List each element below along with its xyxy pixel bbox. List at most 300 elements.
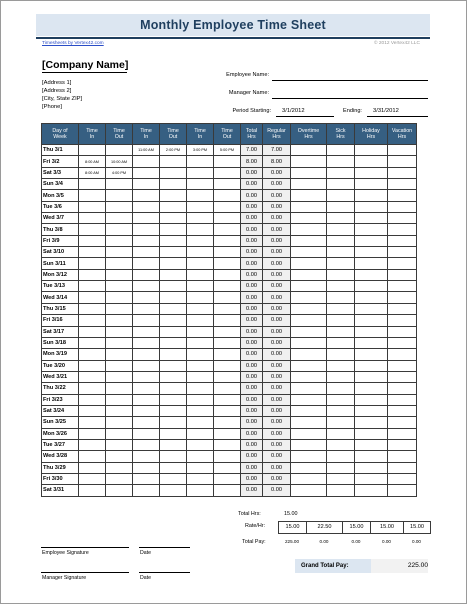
time-in-3-cell[interactable] (187, 371, 214, 382)
time-out-3-cell[interactable] (214, 179, 241, 190)
time-in-3-cell[interactable] (187, 473, 214, 484)
holiday-hrs-cell[interactable] (355, 269, 388, 280)
rate-regular[interactable]: 15.00 (278, 521, 307, 534)
time-in-3-cell[interactable] (187, 167, 214, 178)
holiday-hrs-cell[interactable] (355, 156, 388, 167)
sick-hrs-cell[interactable] (327, 224, 355, 235)
time-in-1-cell[interactable]: 8:00 AM (79, 156, 106, 167)
time-out-3-cell[interactable] (214, 439, 241, 450)
vertex42-link[interactable]: Timesheets by Vertex42.com (42, 41, 104, 46)
time-out-3-cell[interactable] (214, 190, 241, 201)
vacation-hrs-cell[interactable] (388, 485, 417, 496)
time-out-1-cell[interactable] (106, 462, 133, 473)
time-in-2-cell[interactable] (133, 360, 160, 371)
time-out-3-cell[interactable] (214, 473, 241, 484)
holiday-hrs-cell[interactable] (355, 383, 388, 394)
time-out-2-cell[interactable] (160, 190, 187, 201)
holiday-hrs-cell[interactable] (355, 145, 388, 156)
sick-hrs-cell[interactable] (327, 485, 355, 496)
holiday-hrs-cell[interactable] (355, 315, 388, 326)
rate-sick[interactable]: 15.00 (342, 521, 371, 534)
manager-signature-line[interactable] (41, 572, 129, 573)
time-in-2-cell[interactable] (133, 383, 160, 394)
sick-hrs-cell[interactable] (327, 473, 355, 484)
time-in-3-cell[interactable] (187, 439, 214, 450)
time-in-2-cell[interactable] (133, 201, 160, 212)
time-out-1-cell[interactable] (106, 439, 133, 450)
vacation-hrs-cell[interactable] (388, 201, 417, 212)
employee-signature-line[interactable] (41, 547, 129, 548)
time-out-3-cell[interactable] (214, 213, 241, 224)
time-in-1-cell[interactable] (79, 360, 106, 371)
overtime-hrs-cell[interactable] (291, 315, 327, 326)
holiday-hrs-cell[interactable] (355, 292, 388, 303)
time-in-3-cell[interactable] (187, 156, 214, 167)
time-out-2-cell[interactable] (160, 224, 187, 235)
time-out-3-cell[interactable] (214, 349, 241, 360)
overtime-hrs-cell[interactable] (291, 292, 327, 303)
time-in-2-cell[interactable] (133, 485, 160, 496)
overtime-hrs-cell[interactable] (291, 462, 327, 473)
address-city-state-zip[interactable]: [City, State ZIP] (42, 96, 83, 102)
time-out-2-cell[interactable] (160, 201, 187, 212)
time-out-2-cell[interactable] (160, 417, 187, 428)
time-in-1-cell[interactable] (79, 428, 106, 439)
ending-field[interactable] (367, 116, 428, 117)
time-in-3-cell[interactable] (187, 179, 214, 190)
overtime-hrs-cell[interactable] (291, 473, 327, 484)
time-out-2-cell[interactable] (160, 383, 187, 394)
time-out-2-cell[interactable] (160, 337, 187, 348)
time-out-3-cell[interactable] (214, 337, 241, 348)
time-in-1-cell[interactable] (79, 371, 106, 382)
time-out-1-cell[interactable]: 10:00 AM (106, 156, 133, 167)
time-in-3-cell[interactable] (187, 383, 214, 394)
overtime-hrs-cell[interactable] (291, 303, 327, 314)
overtime-hrs-cell[interactable] (291, 190, 327, 201)
time-in-3-cell[interactable] (187, 303, 214, 314)
sick-hrs-cell[interactable] (327, 451, 355, 462)
sick-hrs-cell[interactable] (327, 190, 355, 201)
time-in-1-cell[interactable] (79, 201, 106, 212)
time-in-2-cell[interactable]: 11:00 AM (133, 145, 160, 156)
time-in-1-cell[interactable] (79, 235, 106, 246)
sick-hrs-cell[interactable] (327, 360, 355, 371)
time-out-2-cell[interactable] (160, 156, 187, 167)
sick-hrs-cell[interactable] (327, 315, 355, 326)
time-out-1-cell[interactable] (106, 303, 133, 314)
time-out-1-cell[interactable] (106, 224, 133, 235)
time-in-3-cell[interactable] (187, 337, 214, 348)
time-out-3-cell[interactable] (214, 167, 241, 178)
vacation-hrs-cell[interactable] (388, 360, 417, 371)
time-out-3-cell[interactable] (214, 383, 241, 394)
time-out-1-cell[interactable] (106, 394, 133, 405)
vacation-hrs-cell[interactable] (388, 371, 417, 382)
time-in-3-cell[interactable] (187, 394, 214, 405)
time-in-2-cell[interactable] (133, 156, 160, 167)
time-out-1-cell[interactable]: 4:00 PM (106, 167, 133, 178)
time-out-1-cell[interactable] (106, 326, 133, 337)
sick-hrs-cell[interactable] (327, 439, 355, 450)
sick-hrs-cell[interactable] (327, 326, 355, 337)
vacation-hrs-cell[interactable] (388, 281, 417, 292)
time-out-2-cell[interactable] (160, 269, 187, 280)
holiday-hrs-cell[interactable] (355, 428, 388, 439)
period-starting-field[interactable] (276, 116, 334, 117)
sick-hrs-cell[interactable] (327, 201, 355, 212)
time-in-2-cell[interactable] (133, 405, 160, 416)
time-in-2-cell[interactable] (133, 235, 160, 246)
time-out-2-cell[interactable] (160, 281, 187, 292)
time-out-2-cell[interactable] (160, 247, 187, 258)
time-in-1-cell[interactable] (79, 326, 106, 337)
time-in-2-cell[interactable] (133, 337, 160, 348)
vacation-hrs-cell[interactable] (388, 439, 417, 450)
time-out-1-cell[interactable] (106, 258, 133, 269)
holiday-hrs-cell[interactable] (355, 349, 388, 360)
time-out-2-cell[interactable] (160, 258, 187, 269)
time-out-1-cell[interactable] (106, 281, 133, 292)
time-out-3-cell[interactable] (214, 156, 241, 167)
time-out-3-cell[interactable] (214, 428, 241, 439)
vacation-hrs-cell[interactable] (388, 383, 417, 394)
time-in-1-cell[interactable] (79, 349, 106, 360)
overtime-hrs-cell[interactable] (291, 247, 327, 258)
vacation-hrs-cell[interactable] (388, 315, 417, 326)
time-out-2-cell[interactable] (160, 371, 187, 382)
time-out-2-cell[interactable] (160, 167, 187, 178)
holiday-hrs-cell[interactable] (355, 462, 388, 473)
time-out-2-cell[interactable] (160, 405, 187, 416)
holiday-hrs-cell[interactable] (355, 485, 388, 496)
time-in-2-cell[interactable] (133, 190, 160, 201)
time-in-3-cell[interactable] (187, 349, 214, 360)
vacation-hrs-cell[interactable] (388, 405, 417, 416)
time-in-2-cell[interactable] (133, 371, 160, 382)
vacation-hrs-cell[interactable] (388, 213, 417, 224)
vacation-hrs-cell[interactable] (388, 394, 417, 405)
time-in-3-cell[interactable] (187, 315, 214, 326)
overtime-hrs-cell[interactable] (291, 451, 327, 462)
time-out-2-cell[interactable] (160, 326, 187, 337)
time-in-2-cell[interactable] (133, 473, 160, 484)
vacation-hrs-cell[interactable] (388, 417, 417, 428)
holiday-hrs-cell[interactable] (355, 326, 388, 337)
holiday-hrs-cell[interactable] (355, 179, 388, 190)
holiday-hrs-cell[interactable] (355, 213, 388, 224)
vacation-hrs-cell[interactable] (388, 190, 417, 201)
overtime-hrs-cell[interactable] (291, 337, 327, 348)
time-out-1-cell[interactable] (106, 235, 133, 246)
manager-name-field[interactable] (272, 98, 428, 99)
time-out-2-cell[interactable] (160, 439, 187, 450)
vacation-hrs-cell[interactable] (388, 224, 417, 235)
vacation-hrs-cell[interactable] (388, 337, 417, 348)
overtime-hrs-cell[interactable] (291, 258, 327, 269)
sick-hrs-cell[interactable] (327, 167, 355, 178)
address-line-2[interactable]: [Address 2] (42, 88, 72, 94)
sick-hrs-cell[interactable] (327, 405, 355, 416)
time-in-1-cell[interactable]: 8:00 AM (79, 167, 106, 178)
vacation-hrs-cell[interactable] (388, 269, 417, 280)
time-in-1-cell[interactable] (79, 303, 106, 314)
time-in-2-cell[interactable] (133, 213, 160, 224)
time-out-1-cell[interactable] (106, 145, 133, 156)
holiday-hrs-cell[interactable] (355, 201, 388, 212)
time-in-3-cell[interactable] (187, 405, 214, 416)
time-in-1-cell[interactable] (79, 145, 106, 156)
overtime-hrs-cell[interactable] (291, 145, 327, 156)
time-out-2-cell[interactable] (160, 179, 187, 190)
sick-hrs-cell[interactable] (327, 145, 355, 156)
manager-date-line[interactable] (139, 572, 190, 573)
time-out-3-cell[interactable] (214, 394, 241, 405)
time-out-3-cell[interactable] (214, 417, 241, 428)
time-out-1-cell[interactable] (106, 371, 133, 382)
time-in-1-cell[interactable] (79, 190, 106, 201)
time-out-2-cell[interactable] (160, 349, 187, 360)
time-in-1-cell[interactable] (79, 439, 106, 450)
vacation-hrs-cell[interactable] (388, 303, 417, 314)
overtime-hrs-cell[interactable] (291, 485, 327, 496)
time-in-1-cell[interactable] (79, 258, 106, 269)
vacation-hrs-cell[interactable] (388, 179, 417, 190)
vacation-hrs-cell[interactable] (388, 235, 417, 246)
time-out-3-cell[interactable] (214, 462, 241, 473)
time-out-2-cell[interactable] (160, 473, 187, 484)
time-in-3-cell[interactable] (187, 224, 214, 235)
holiday-hrs-cell[interactable] (355, 303, 388, 314)
overtime-hrs-cell[interactable] (291, 281, 327, 292)
time-in-1-cell[interactable] (79, 269, 106, 280)
time-in-1-cell[interactable] (79, 213, 106, 224)
sick-hrs-cell[interactable] (327, 269, 355, 280)
time-out-1-cell[interactable] (106, 360, 133, 371)
address-line-1[interactable]: [Address 1] (42, 80, 72, 86)
time-in-1-cell[interactable] (79, 473, 106, 484)
sick-hrs-cell[interactable] (327, 281, 355, 292)
sick-hrs-cell[interactable] (327, 258, 355, 269)
time-in-1-cell[interactable] (79, 337, 106, 348)
time-out-2-cell[interactable] (160, 428, 187, 439)
time-in-2-cell[interactable] (133, 269, 160, 280)
overtime-hrs-cell[interactable] (291, 349, 327, 360)
vacation-hrs-cell[interactable] (388, 451, 417, 462)
vacation-hrs-cell[interactable] (388, 349, 417, 360)
time-in-1-cell[interactable] (79, 394, 106, 405)
holiday-hrs-cell[interactable] (355, 167, 388, 178)
vacation-hrs-cell[interactable] (388, 462, 417, 473)
holiday-hrs-cell[interactable] (355, 473, 388, 484)
overtime-hrs-cell[interactable] (291, 224, 327, 235)
time-in-3-cell[interactable] (187, 428, 214, 439)
time-out-1-cell[interactable] (106, 292, 133, 303)
time-out-1-cell[interactable] (106, 473, 133, 484)
time-in-2-cell[interactable] (133, 451, 160, 462)
time-in-1-cell[interactable] (79, 292, 106, 303)
time-in-2-cell[interactable] (133, 258, 160, 269)
overtime-hrs-cell[interactable] (291, 439, 327, 450)
time-in-1-cell[interactable] (79, 224, 106, 235)
sick-hrs-cell[interactable] (327, 235, 355, 246)
time-in-2-cell[interactable] (133, 428, 160, 439)
overtime-hrs-cell[interactable] (291, 428, 327, 439)
holiday-hrs-cell[interactable] (355, 371, 388, 382)
time-out-3-cell[interactable]: 5:00 PM (214, 145, 241, 156)
sick-hrs-cell[interactable] (327, 383, 355, 394)
time-out-1-cell[interactable] (106, 349, 133, 360)
time-out-2-cell[interactable] (160, 394, 187, 405)
time-in-1-cell[interactable] (79, 281, 106, 292)
time-in-2-cell[interactable] (133, 417, 160, 428)
time-in-2-cell[interactable] (133, 224, 160, 235)
overtime-hrs-cell[interactable] (291, 201, 327, 212)
holiday-hrs-cell[interactable] (355, 235, 388, 246)
address-phone[interactable]: [Phone] (42, 104, 62, 110)
time-in-3-cell[interactable] (187, 201, 214, 212)
time-out-3-cell[interactable] (214, 405, 241, 416)
sick-hrs-cell[interactable] (327, 417, 355, 428)
overtime-hrs-cell[interactable] (291, 417, 327, 428)
employee-name-field[interactable] (272, 80, 428, 81)
vacation-hrs-cell[interactable] (388, 167, 417, 178)
time-in-3-cell[interactable] (187, 269, 214, 280)
sick-hrs-cell[interactable] (327, 247, 355, 258)
time-in-3-cell[interactable] (187, 485, 214, 496)
overtime-hrs-cell[interactable] (291, 394, 327, 405)
time-out-1-cell[interactable] (106, 190, 133, 201)
time-out-3-cell[interactable] (214, 315, 241, 326)
vacation-hrs-cell[interactable] (388, 258, 417, 269)
time-out-3-cell[interactable] (214, 281, 241, 292)
overtime-hrs-cell[interactable] (291, 269, 327, 280)
sick-hrs-cell[interactable] (327, 179, 355, 190)
time-in-3-cell[interactable] (187, 258, 214, 269)
holiday-hrs-cell[interactable] (355, 337, 388, 348)
time-in-2-cell[interactable] (133, 394, 160, 405)
vacation-hrs-cell[interactable] (388, 326, 417, 337)
time-out-3-cell[interactable] (214, 224, 241, 235)
time-in-2-cell[interactable] (133, 179, 160, 190)
holiday-hrs-cell[interactable] (355, 190, 388, 201)
time-in-3-cell[interactable] (187, 235, 214, 246)
time-in-1-cell[interactable] (79, 179, 106, 190)
time-out-1-cell[interactable] (106, 213, 133, 224)
time-out-1-cell[interactable] (106, 179, 133, 190)
time-out-1-cell[interactable] (106, 315, 133, 326)
time-out-2-cell[interactable] (160, 360, 187, 371)
time-out-3-cell[interactable] (214, 292, 241, 303)
holiday-hrs-cell[interactable] (355, 247, 388, 258)
sick-hrs-cell[interactable] (327, 337, 355, 348)
time-out-2-cell[interactable] (160, 462, 187, 473)
time-out-1-cell[interactable] (106, 451, 133, 462)
time-out-1-cell[interactable] (106, 405, 133, 416)
sick-hrs-cell[interactable] (327, 156, 355, 167)
overtime-hrs-cell[interactable] (291, 179, 327, 190)
vacation-hrs-cell[interactable] (388, 473, 417, 484)
time-in-3-cell[interactable] (187, 417, 214, 428)
sick-hrs-cell[interactable] (327, 462, 355, 473)
overtime-hrs-cell[interactable] (291, 371, 327, 382)
time-out-2-cell[interactable] (160, 485, 187, 496)
time-out-3-cell[interactable] (214, 235, 241, 246)
time-out-3-cell[interactable] (214, 326, 241, 337)
vacation-hrs-cell[interactable] (388, 292, 417, 303)
time-in-2-cell[interactable] (133, 281, 160, 292)
time-in-1-cell[interactable] (79, 485, 106, 496)
time-in-3-cell[interactable] (187, 213, 214, 224)
time-out-2-cell[interactable] (160, 235, 187, 246)
sick-hrs-cell[interactable] (327, 213, 355, 224)
overtime-hrs-cell[interactable] (291, 405, 327, 416)
time-in-2-cell[interactable] (133, 349, 160, 360)
overtime-hrs-cell[interactable] (291, 167, 327, 178)
overtime-hrs-cell[interactable] (291, 156, 327, 167)
time-out-2-cell[interactable]: 2:00 PM (160, 145, 187, 156)
time-in-2-cell[interactable] (133, 462, 160, 473)
overtime-hrs-cell[interactable] (291, 213, 327, 224)
time-in-3-cell[interactable]: 3:00 PM (187, 145, 214, 156)
overtime-hrs-cell[interactable] (291, 360, 327, 371)
time-in-3-cell[interactable] (187, 292, 214, 303)
time-in-3-cell[interactable] (187, 451, 214, 462)
time-in-1-cell[interactable] (79, 247, 106, 258)
holiday-hrs-cell[interactable] (355, 258, 388, 269)
time-in-1-cell[interactable] (79, 405, 106, 416)
time-out-3-cell[interactable] (214, 485, 241, 496)
time-out-3-cell[interactable] (214, 451, 241, 462)
time-out-2-cell[interactable] (160, 292, 187, 303)
time-out-1-cell[interactable] (106, 269, 133, 280)
sick-hrs-cell[interactable] (327, 371, 355, 382)
time-out-3-cell[interactable] (214, 360, 241, 371)
vacation-hrs-cell[interactable] (388, 156, 417, 167)
time-out-1-cell[interactable] (106, 383, 133, 394)
time-out-3-cell[interactable] (214, 303, 241, 314)
overtime-hrs-cell[interactable] (291, 326, 327, 337)
sick-hrs-cell[interactable] (327, 394, 355, 405)
time-out-2-cell[interactable] (160, 315, 187, 326)
time-in-3-cell[interactable] (187, 247, 214, 258)
holiday-hrs-cell[interactable] (355, 405, 388, 416)
time-out-3-cell[interactable] (214, 201, 241, 212)
holiday-hrs-cell[interactable] (355, 281, 388, 292)
time-out-1-cell[interactable] (106, 428, 133, 439)
sick-hrs-cell[interactable] (327, 349, 355, 360)
overtime-hrs-cell[interactable] (291, 235, 327, 246)
company-name[interactable]: [Company Name] (42, 59, 129, 71)
time-in-2-cell[interactable] (133, 292, 160, 303)
time-out-1-cell[interactable] (106, 201, 133, 212)
time-out-3-cell[interactable] (214, 371, 241, 382)
time-in-2-cell[interactable] (133, 303, 160, 314)
time-in-2-cell[interactable] (133, 439, 160, 450)
holiday-hrs-cell[interactable] (355, 451, 388, 462)
time-out-3-cell[interactable] (214, 247, 241, 258)
sick-hrs-cell[interactable] (327, 428, 355, 439)
rate-overtime[interactable]: 22.50 (306, 521, 343, 534)
time-in-1-cell[interactable] (79, 417, 106, 428)
sick-hrs-cell[interactable] (327, 303, 355, 314)
employee-date-line[interactable] (139, 547, 190, 548)
time-out-1-cell[interactable] (106, 337, 133, 348)
time-in-2-cell[interactable] (133, 247, 160, 258)
holiday-hrs-cell[interactable] (355, 360, 388, 371)
time-in-3-cell[interactable] (187, 326, 214, 337)
vacation-hrs-cell[interactable] (388, 247, 417, 258)
